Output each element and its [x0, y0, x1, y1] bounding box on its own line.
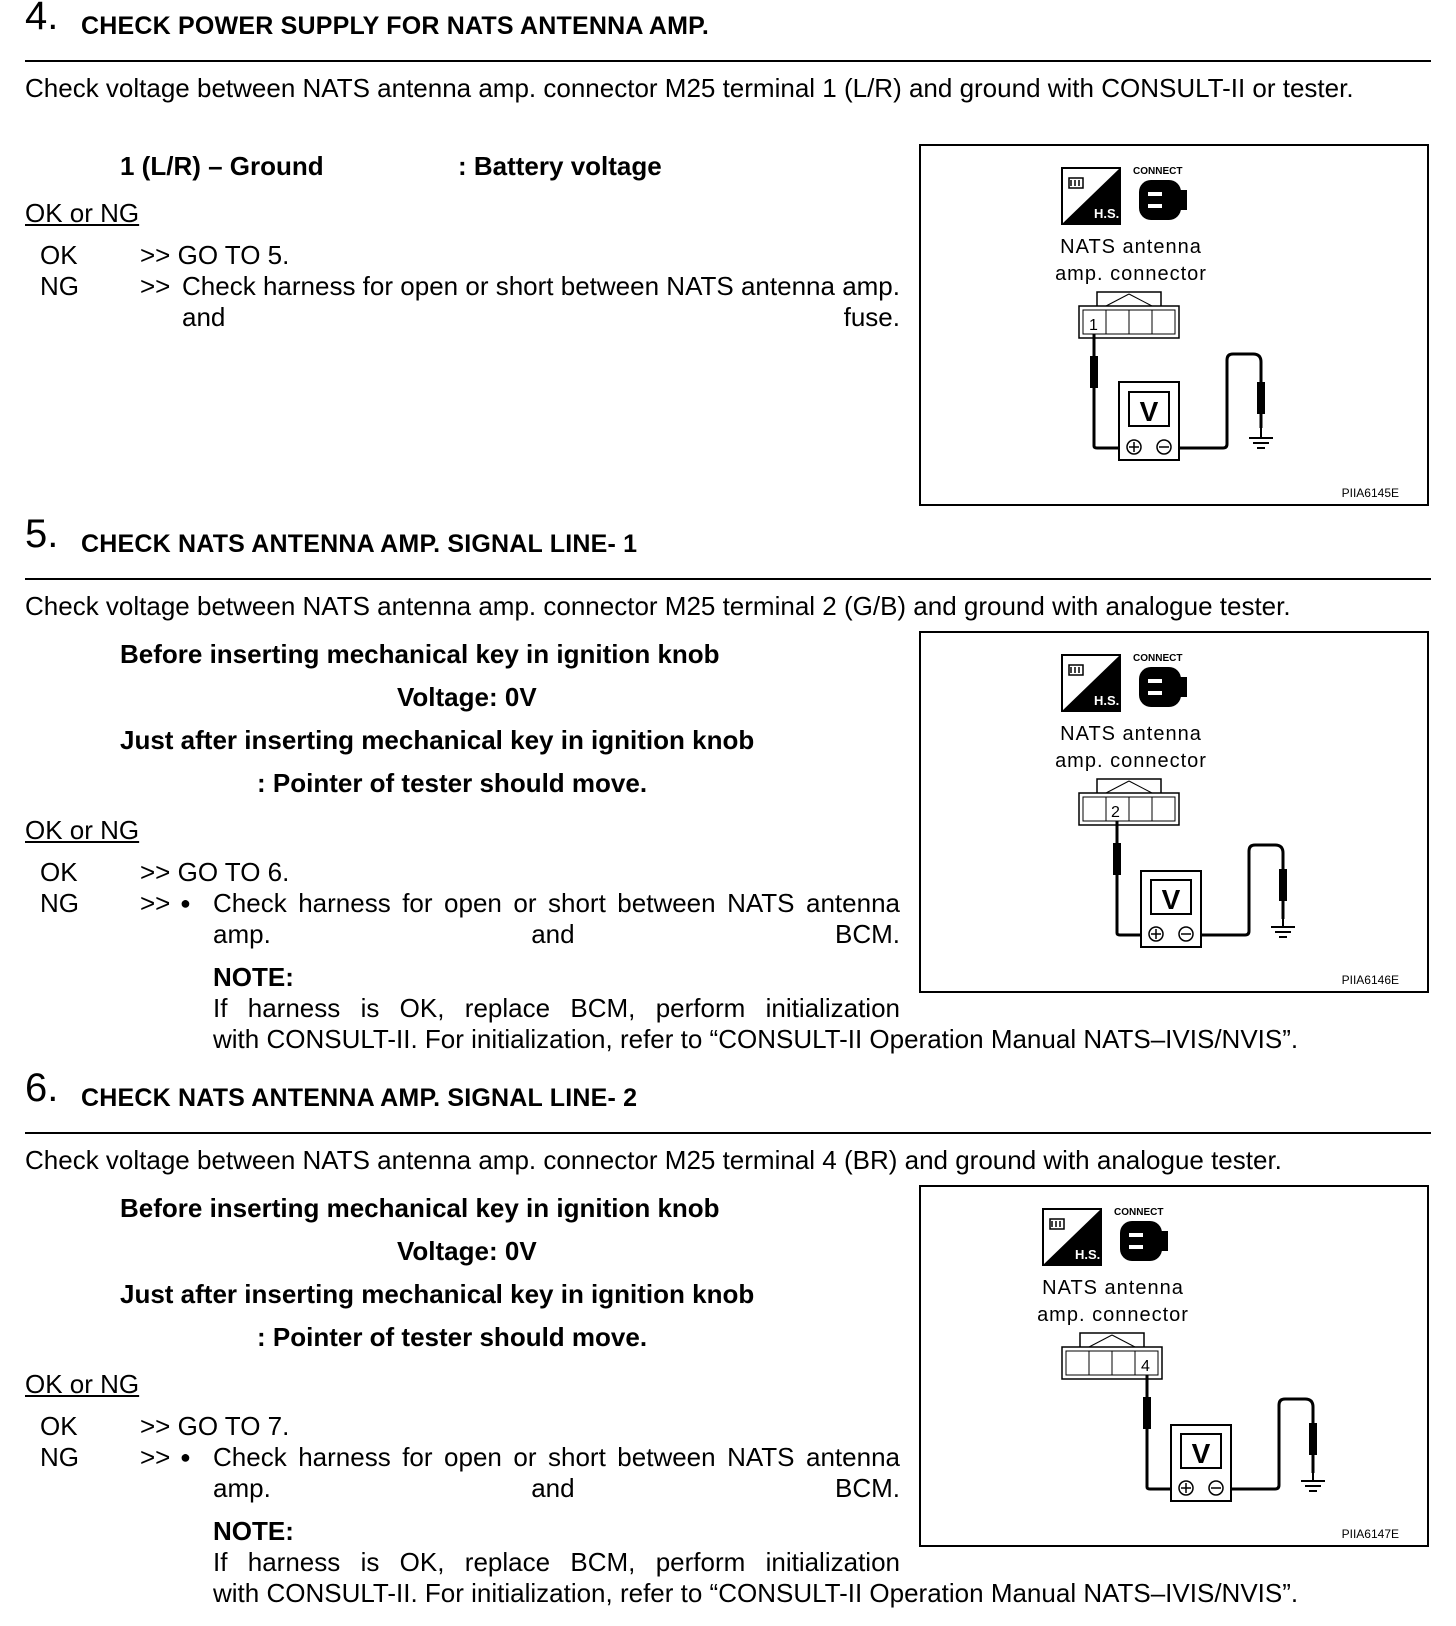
connect-label: CONNECT [1133, 653, 1183, 664]
connector-diagram [1062, 1333, 1162, 1379]
connector-label-line1: NATS antenna [1042, 1277, 1184, 1299]
step-heading [25, 1066, 1431, 1134]
voltage-check-diagram [921, 1187, 1431, 1549]
figure-code: PIIA6145E [1341, 486, 1399, 500]
note-label: NOTE: [213, 962, 294, 992]
ok-label: OK [40, 240, 78, 270]
step-number: 5. [25, 512, 59, 556]
connector-diagram [1079, 779, 1179, 825]
spec-value: : Battery voltage [458, 151, 662, 181]
ok-or-ng-heading: OK or NG [25, 815, 140, 845]
hs-label: H.S. [1094, 693, 1120, 708]
spec-line-1: Before inserting mechanical key in ignition knob [120, 1193, 720, 1223]
instruction-text: Check voltage between NATS antenna amp. connector M25 terminal 1 (L/R) and ground with CONSULT-II or tester. [25, 73, 1354, 103]
voltmeter-icon [1141, 871, 1201, 947]
connect-label: CONNECT [1114, 1207, 1164, 1218]
connector-label [1013, 1275, 1213, 1329]
terminal-number: 2 [1111, 804, 1120, 821]
spec-line-2: Voltage: 0V [397, 1236, 537, 1266]
hs-icon [1062, 168, 1120, 224]
ok-label: OK [40, 1411, 78, 1441]
instruction-text: Check voltage between NATS antenna amp. connector M25 terminal 4 (BR) and ground with analogue tester. [25, 1145, 1282, 1175]
spec-line-4: : Pointer of tester should move. [257, 1322, 648, 1352]
spec-line-3: Just after inserting mechanical key in ignition knob [120, 725, 755, 755]
ng-row [0, 888, 900, 958]
hs-label: H.S. [1094, 206, 1120, 221]
step-heading [25, 512, 1431, 580]
connector-diagram [1079, 292, 1179, 338]
spec-line-1: Before inserting mechanical key in ignition knob [120, 639, 720, 669]
diagram-figure [919, 631, 1429, 993]
ok-action: >> GO TO 5. [140, 240, 290, 270]
meter-label: V [1161, 884, 1181, 915]
hs-icon [1043, 1209, 1101, 1265]
ng-arrow: >> [140, 1442, 171, 1472]
instruction-text: Check voltage between NATS antenna amp. connector M25 terminal 2 (G/B) and ground with analogue tester. [25, 591, 1291, 621]
voltage-check-diagram [921, 633, 1431, 995]
connector-label-line1: NATS antenna [1060, 236, 1202, 258]
figure-code: PIIA6147E [1341, 1527, 1399, 1541]
note-line-1: If harness is OK, replace BCM, perform initialization [213, 993, 900, 1023]
diagram-figure [919, 1185, 1429, 1547]
ok-action: >> GO TO 6. [140, 857, 290, 887]
spec-line-3: Just after inserting mechanical key in ignition knob [120, 1279, 755, 1309]
connector-label [1031, 234, 1231, 288]
ng-label: NG [40, 271, 79, 301]
connector-label-line2: amp. connector [1055, 263, 1207, 285]
terminal-number: 1 [1089, 317, 1098, 334]
ng-row [0, 1442, 900, 1512]
voltage-check-diagram [921, 146, 1431, 508]
ng-action: Check harness for open or short between NATS antenna amp. and fuse. [182, 271, 900, 332]
connector-label [1031, 721, 1231, 775]
ng-arrow: >> [140, 888, 171, 918]
terminal-number: 4 [1141, 1358, 1150, 1375]
ok-or-ng-heading: OK or NG [25, 198, 140, 228]
note-line-2: with CONSULT-II. For initialization, refer to “CONSULT-II Operation Manual NATS–IVIS/NVIS”. [213, 1024, 1299, 1054]
bullet: ● [180, 893, 191, 913]
ng-row [0, 271, 900, 341]
voltmeter-icon [1119, 382, 1179, 460]
diagram-figure [919, 144, 1429, 506]
spec-terminal: 1 (L/R) – Ground [120, 151, 324, 181]
hs-icon [1062, 655, 1120, 711]
hs-label: H.S. [1075, 1247, 1101, 1262]
figure-code: PIIA6146E [1341, 973, 1399, 987]
ok-or-ng-heading: OK or NG [25, 1369, 140, 1399]
step-title: CHECK NATS ANTENNA AMP. SIGNAL LINE- 1 [81, 530, 638, 558]
bullet: ● [180, 1447, 191, 1467]
ng-label: NG [40, 888, 79, 918]
connector-label-line2: amp. connector [1055, 750, 1207, 772]
connector-plug-icon [1120, 1221, 1168, 1261]
connector-plug-icon [1139, 667, 1187, 707]
step-title: CHECK POWER SUPPLY FOR NATS ANTENNA AMP. [81, 12, 709, 40]
connector-plug-icon [1139, 180, 1187, 220]
note-line-2: with CONSULT-II. For initialization, refer to “CONSULT-II Operation Manual NATS–IVIS/NVIS”. [213, 1578, 1299, 1608]
step-title: CHECK NATS ANTENNA AMP. SIGNAL LINE- 2 [81, 1084, 638, 1112]
step-number: 4. [25, 0, 59, 38]
spec-line-2: Voltage: 0V [397, 682, 537, 712]
ng-arrow: >> [140, 271, 171, 301]
meter-label: V [1139, 396, 1159, 427]
note-label: NOTE: [213, 1516, 294, 1546]
note-line-1: If harness is OK, replace BCM, perform initialization [213, 1547, 900, 1577]
ng-action: Check harness for open or short between NATS antenna amp. and BCM. [213, 1442, 900, 1503]
probe-wires [1090, 334, 1273, 448]
ok-label: OK [40, 857, 78, 887]
step-heading [25, 0, 1431, 62]
meter-label: V [1191, 1438, 1211, 1469]
ok-action: >> GO TO 7. [140, 1411, 290, 1441]
connect-label: CONNECT [1133, 166, 1183, 177]
connector-label-line2: amp. connector [1037, 1304, 1189, 1326]
voltmeter-icon [1171, 1425, 1231, 1501]
ng-label: NG [40, 1442, 79, 1472]
ng-action: Check harness for open or short between NATS antenna amp. and BCM. [213, 888, 900, 949]
step-number: 6. [25, 1066, 59, 1110]
connector-label-line1: NATS antenna [1060, 723, 1202, 745]
spec-line-4: : Pointer of tester should move. [257, 768, 648, 798]
